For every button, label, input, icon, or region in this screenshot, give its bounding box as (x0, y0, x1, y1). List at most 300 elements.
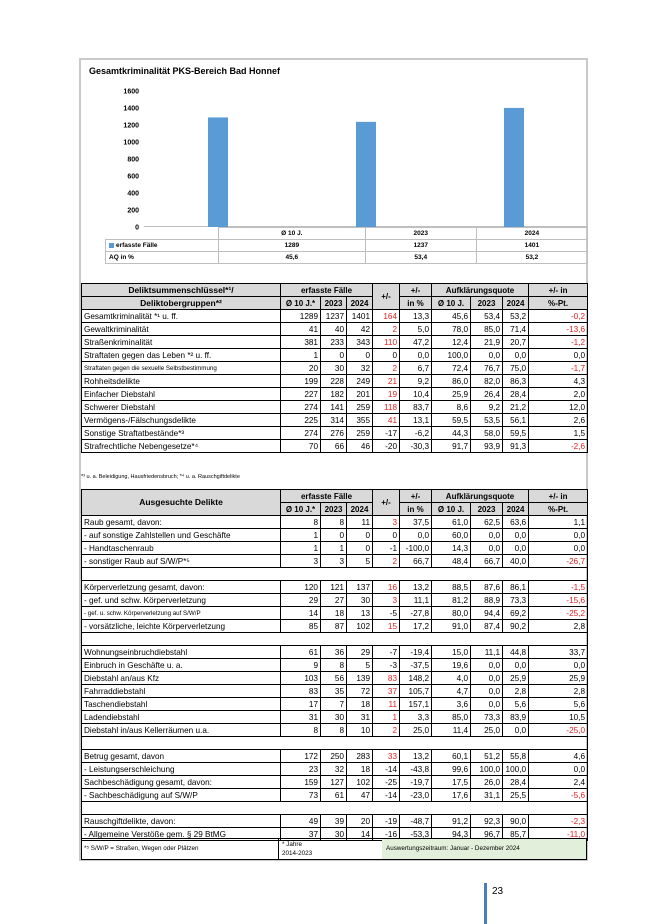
row-name: Einbruch in Geschäfte u. a. (82, 659, 281, 672)
header-2024: 2024 (347, 297, 373, 310)
aq-avg: 91,7 (432, 440, 471, 453)
chart-data-label: 1237 (365, 240, 476, 252)
table2-header-row-1 (82, 490, 588, 503)
diff-value: -19 (373, 815, 400, 828)
value-2024: 137 (347, 581, 373, 594)
avg-value: 3 (281, 555, 321, 568)
value-2024: 139 (347, 672, 373, 685)
diff-value: 15 (373, 620, 400, 633)
aq-2023: 26,4 (471, 388, 503, 401)
row-name: Straftaten gegen das Leben *² u. ff. (82, 349, 281, 362)
value-2024: 355 (347, 414, 373, 427)
row-name: - sonstiger Raub auf S/W/P*⁵ (82, 555, 281, 568)
diff-value: -7 (373, 646, 400, 659)
aq-avg: 100,0 (432, 349, 471, 362)
aq-2024: 86,3 (503, 375, 529, 388)
value-2023: 32 (321, 763, 347, 776)
header-2024: 2024 (347, 503, 373, 516)
value-2024: 18 (347, 698, 373, 711)
aq-2023: 21,9 (471, 336, 503, 349)
header-avg: Ø 10 J.* (281, 297, 321, 310)
avg-value: 381 (281, 336, 321, 349)
diff-value: -5 (373, 607, 400, 620)
diff-value: 16 (373, 581, 400, 594)
row-name: Straftaten gegen die sexuelle Selbstbestimmung (82, 362, 281, 375)
aq-2023: 93,9 (471, 440, 503, 453)
pct-change: 0,0 (400, 349, 432, 362)
avg-value: 49 (281, 815, 321, 828)
pct-change: 5,0 (400, 323, 432, 336)
header-aq-avg: Ø 10 J. (432, 503, 471, 516)
row-name: - gef. u. schw. Körperverletzung auf S/W/P (82, 607, 281, 620)
value-2024: 32 (347, 362, 373, 375)
diff-value: 83 (373, 672, 400, 685)
row-name: Rohheitsdelikte (82, 375, 281, 388)
table-row (82, 724, 588, 737)
value-2024: 72 (347, 685, 373, 698)
aq-avg: 59,5 (432, 414, 471, 427)
avg-value: 120 (281, 581, 321, 594)
value-2024: 29 (347, 646, 373, 659)
diff-value: 2 (373, 362, 400, 375)
aq-2024: 59,5 (503, 427, 529, 440)
chart-category-label: 2023 (365, 228, 476, 240)
aq-2024: 0,0 (503, 542, 529, 555)
table1-footnote: *³ u. a. Beleidigung, Hausfriedensbruch; *⁴ u. a. Rauschgiftdelikte (81, 474, 240, 480)
diff-value: 21 (373, 375, 400, 388)
aq-value: 53,2 (476, 252, 587, 264)
aq-avg: 4,7 (432, 685, 471, 698)
value-2023: 3 (321, 555, 347, 568)
value-2023: 18 (321, 607, 347, 620)
aq-avg: 11,4 (432, 724, 471, 737)
header-pct-top: +/- (400, 284, 432, 297)
table-row (82, 750, 588, 763)
avg-value: 31 (281, 711, 321, 724)
chart-data-label: 1289 (219, 240, 366, 252)
aq-2024: 53,2 (503, 310, 529, 323)
aq-2024: 91,3 (503, 440, 529, 453)
aq-avg: 61,0 (432, 516, 471, 529)
aq-2023: 88,9 (471, 594, 503, 607)
aq-2024: 0,0 (503, 349, 529, 362)
table-row (82, 542, 588, 555)
avg-value: 37 (281, 828, 321, 841)
table-row (82, 672, 588, 685)
aq-avg: 4,0 (432, 672, 471, 685)
value-2024: 0 (347, 542, 373, 555)
aq-2023: 58,0 (471, 427, 503, 440)
pct-change: -48,7 (400, 815, 432, 828)
row-name: Diebstahl in/aus Kellerräumen u.a. (82, 724, 281, 737)
diff-value: 37 (373, 685, 400, 698)
group-spacer-cell (82, 568, 588, 581)
aq-avg: 88,5 (432, 581, 471, 594)
row-name: Raub gesamt, davon: (82, 516, 281, 529)
legend-swatch (109, 243, 114, 248)
aq-avg: 81,2 (432, 594, 471, 607)
pct-change: 148,2 (400, 672, 432, 685)
row-name: Straßenkriminalität (82, 336, 281, 349)
pp-change: 1,1 (529, 516, 588, 529)
value-2023: 250 (321, 750, 347, 763)
group-spacer-cell (82, 802, 588, 815)
chart-table-row-cases (106, 240, 588, 252)
avg-value: 17 (281, 698, 321, 711)
pp-change: -26,7 (529, 555, 588, 568)
diff-value: 2 (373, 555, 400, 568)
diff-value: 3 (373, 594, 400, 607)
footnote-years-label: * Jahre (282, 841, 302, 848)
row-name: Diebstahl an/aus Kfz (82, 672, 281, 685)
legend-label: erfasste Fälle (116, 242, 158, 249)
aq-avg: 78,0 (432, 323, 471, 336)
table-row (82, 323, 588, 336)
diff-value: 0 (373, 349, 400, 362)
avg-value: 103 (281, 672, 321, 685)
header-aq-2024: 2024 (503, 297, 529, 310)
value-2024: 5 (347, 555, 373, 568)
aq-label: AQ in % (106, 252, 219, 264)
group-spacer (82, 633, 588, 646)
pp-change: 5,6 (529, 698, 588, 711)
pp-change: 25,9 (529, 672, 588, 685)
evaluation-period: Auswertungszeitraum: Januar - Dezember 2024 (382, 839, 586, 859)
table-row (82, 401, 588, 414)
table-row (82, 685, 588, 698)
header-pp-top: +/- in (529, 284, 588, 297)
y-tick-label: 200 (127, 207, 139, 215)
pp-change: -1,2 (529, 336, 588, 349)
aq-2024: 40,0 (503, 555, 529, 568)
aq-2024: 28,4 (503, 776, 529, 789)
bar (208, 117, 228, 227)
value-2023: 121 (321, 581, 347, 594)
aq-avg: 94,3 (432, 828, 471, 841)
header-2023: 2023 (321, 503, 347, 516)
header-pp-top: +/- in (529, 490, 588, 503)
selected-offences-table (81, 489, 588, 841)
table-row (82, 555, 588, 568)
header-aq-2023: 2023 (471, 503, 503, 516)
chart-category-label: 2024 (476, 228, 587, 240)
value-2024: 10 (347, 724, 373, 737)
value-2023: 27 (321, 594, 347, 607)
header-diff: +/- (373, 284, 400, 310)
pp-change: -0,2 (529, 310, 588, 323)
pct-change: 66,7 (400, 555, 432, 568)
diff-value: 3 (373, 516, 400, 529)
avg-value: 274 (281, 401, 321, 414)
aq-2023: 0,0 (471, 698, 503, 711)
aq-2023: 85,0 (471, 323, 503, 336)
pp-change: -2,3 (529, 815, 588, 828)
value-2023: 141 (321, 401, 347, 414)
pct-change: 10,4 (400, 388, 432, 401)
value-2024: 283 (347, 750, 373, 763)
row-name: - Allgemeine Verstöße gem. § 29 BtMG (82, 828, 281, 841)
aq-2024: 21,2 (503, 401, 529, 414)
row-name: - gef. und schw. Körperverletzung (82, 594, 281, 607)
diff-value: 0 (373, 529, 400, 542)
aq-avg: 85,0 (432, 711, 471, 724)
page-number: 23 (492, 886, 504, 897)
aq-2023: 11,1 (471, 646, 503, 659)
value-2023: 35 (321, 685, 347, 698)
avg-value: 61 (281, 646, 321, 659)
pp-change: 33,7 (529, 646, 588, 659)
header-pp: %-Pt. (529, 503, 588, 516)
header-pct: in % (400, 297, 432, 310)
value-2023: 1237 (321, 310, 347, 323)
pp-change: 10,5 (529, 711, 588, 724)
value-2024: 0 (347, 349, 373, 362)
pct-change: -53,3 (400, 828, 432, 841)
pct-change: 37,5 (400, 516, 432, 529)
aq-2023: 53,5 (471, 414, 503, 427)
aq-avg: 25,9 (432, 388, 471, 401)
aq-2023: 94,4 (471, 607, 503, 620)
aq-value: 53,4 (365, 252, 476, 264)
value-2023: 182 (321, 388, 347, 401)
aq-2024: 83,9 (503, 711, 529, 724)
aq-2023: 0,0 (471, 685, 503, 698)
value-2024: 0 (347, 529, 373, 542)
value-2024: 14 (347, 828, 373, 841)
bar-chart (79, 80, 588, 232)
pp-change: 4,6 (529, 750, 588, 763)
table-row (82, 310, 588, 323)
chart-data-table (105, 224, 588, 264)
value-2023: 8 (321, 659, 347, 672)
group-spacer-cell (82, 633, 588, 646)
table-row (82, 516, 588, 529)
aq-2024: 25,5 (503, 789, 529, 802)
table-row (82, 620, 588, 633)
diff-value: -17 (373, 427, 400, 440)
aq-2023: 82,0 (471, 375, 503, 388)
value-2024: 47 (347, 789, 373, 802)
diff-value: 2 (373, 323, 400, 336)
table1-header-row-2 (82, 297, 588, 310)
aq-2024: 44,8 (503, 646, 529, 659)
pp-change: 2,0 (529, 388, 588, 401)
value-2024: 5 (347, 659, 373, 672)
avg-value: 8 (281, 516, 321, 529)
row-name: Gesamtkriminalität *¹ u. ff. (82, 310, 281, 323)
pp-change: -13,6 (529, 323, 588, 336)
diff-value: -25 (373, 776, 400, 789)
aq-2023: 31,1 (471, 789, 503, 802)
header-aq: Aufklärungsquote (432, 490, 529, 503)
pp-change: 4,3 (529, 375, 588, 388)
value-2023: 87 (321, 620, 347, 633)
pct-change: -6,2 (400, 427, 432, 440)
pct-change: 17,2 (400, 620, 432, 633)
y-tick-label: 600 (127, 173, 139, 181)
group-spacer (82, 802, 588, 815)
aq-2024: 71,4 (503, 323, 529, 336)
header-diff: +/- (373, 490, 400, 516)
row-name: Körperverletzung gesamt, davon: (82, 581, 281, 594)
row-name: Fahrraddiebstahl (82, 685, 281, 698)
aq-avg: 17,6 (432, 789, 471, 802)
row-name: Betrug gesamt, davon (82, 750, 281, 763)
row-name: Ladendiebstahl (82, 711, 281, 724)
value-2024: 11 (347, 516, 373, 529)
value-2023: 66 (321, 440, 347, 453)
pp-change: -15,6 (529, 594, 588, 607)
aq-2023: 26,0 (471, 776, 503, 789)
y-tick-label: 1400 (123, 105, 139, 113)
row-name: - auf sonstige Zahlstellen und Geschäfte (82, 529, 281, 542)
row-name: - Leistungserschleichung (82, 763, 281, 776)
pct-change: 25,0 (400, 724, 432, 737)
value-2024: 1401 (347, 310, 373, 323)
aq-2024: 56,1 (503, 414, 529, 427)
aq-avg: 99,6 (432, 763, 471, 776)
aq-2023: 66,7 (471, 555, 503, 568)
row-name: Strafrechtliche Nebengesetze*⁴ (82, 440, 281, 453)
pp-change: 2,8 (529, 685, 588, 698)
diff-value: 11 (373, 698, 400, 711)
chart-data-label: 1401 (476, 240, 587, 252)
value-2024: 46 (347, 440, 373, 453)
avg-value: 1 (281, 529, 321, 542)
pct-change: 0,0 (400, 529, 432, 542)
avg-value: 274 (281, 427, 321, 440)
avg-value: 227 (281, 388, 321, 401)
aq-avg: 17,5 (432, 776, 471, 789)
diff-value: -14 (373, 789, 400, 802)
value-2023: 7 (321, 698, 347, 711)
chart-title: Gesamtkriminalität PKS-Bereich Bad Honnef (89, 66, 281, 76)
pct-change: 13,3 (400, 310, 432, 323)
value-2024: 31 (347, 711, 373, 724)
avg-value: 1289 (281, 310, 321, 323)
row-name: Sonstige Straftatbestände*³ (82, 427, 281, 440)
table-row (82, 388, 588, 401)
table-row (82, 375, 588, 388)
aq-2024: 75,0 (503, 362, 529, 375)
value-2023: 233 (321, 336, 347, 349)
pp-change: 2,6 (529, 414, 588, 427)
value-2023: 1 (321, 542, 347, 555)
aq-2023: 92,3 (471, 815, 503, 828)
row-name: - vorsätzliche, leichte Körperverletzung (82, 620, 281, 633)
table-row (82, 414, 588, 427)
avg-value: 159 (281, 776, 321, 789)
aq-2023: 9,2 (471, 401, 503, 414)
pct-change: -23,0 (400, 789, 432, 802)
pp-change: -1,5 (529, 581, 588, 594)
aq-2023: 0,0 (471, 672, 503, 685)
pct-change: -19,7 (400, 776, 432, 789)
pp-change: -25,2 (529, 607, 588, 620)
value-2024: 201 (347, 388, 373, 401)
aq-2024: 20,7 (503, 336, 529, 349)
diff-value: 164 (373, 310, 400, 323)
bar (504, 108, 524, 227)
aq-avg: 12,4 (432, 336, 471, 349)
aq-2024: 100,0 (503, 763, 529, 776)
table-row (82, 581, 588, 594)
page-number-bar (484, 883, 487, 924)
diff-value: -20 (373, 440, 400, 453)
aq-avg: 15,0 (432, 646, 471, 659)
pp-change: 12,0 (529, 401, 588, 414)
row-name: Einfacher Diebstahl (82, 388, 281, 401)
aq-2024: 90,0 (503, 815, 529, 828)
header-aq: Aufklärungsquote (432, 284, 529, 297)
pct-change: 11,1 (400, 594, 432, 607)
diff-value: -1 (373, 542, 400, 555)
table-row (82, 776, 588, 789)
aq-2023: 73,3 (471, 711, 503, 724)
table-row (82, 763, 588, 776)
aq-2024: 28,4 (503, 388, 529, 401)
value-2024: 13 (347, 607, 373, 620)
pp-change: 0,0 (529, 349, 588, 362)
table-row (82, 336, 588, 349)
diff-value: -3 (373, 659, 400, 672)
group-spacer (82, 737, 588, 750)
y-tick-label: 800 (127, 156, 139, 164)
diff-value: 110 (373, 336, 400, 349)
pct-change: 157,1 (400, 698, 432, 711)
value-2023: 61 (321, 789, 347, 802)
aq-avg: 72,4 (432, 362, 471, 375)
value-2024: 20 (347, 815, 373, 828)
aq-2024: 86,1 (503, 581, 529, 594)
value-2024: 249 (347, 375, 373, 388)
chart-table-corner (106, 228, 219, 240)
avg-value: 70 (281, 440, 321, 453)
pct-change: -100,0 (400, 542, 432, 555)
y-tick-label: 1000 (123, 139, 139, 147)
aq-2024: 0,0 (503, 529, 529, 542)
pct-change: 13,2 (400, 581, 432, 594)
pp-change: -2,6 (529, 440, 588, 453)
header-keys: Deliktsummenschlüssel*¹/ (82, 284, 281, 297)
y-tick-label: 1600 (123, 88, 139, 96)
diff-value: 118 (373, 401, 400, 414)
y-tick-label: 400 (127, 190, 139, 198)
pp-change: -1,7 (529, 362, 588, 375)
avg-value: 20 (281, 362, 321, 375)
table-row (82, 646, 588, 659)
y-tick-label: 1200 (123, 122, 139, 130)
group-spacer (82, 568, 588, 581)
table-row (82, 440, 588, 453)
header-pct: in % (400, 503, 432, 516)
avg-value: 23 (281, 763, 321, 776)
table-row (82, 349, 588, 362)
aq-avg: 80,0 (432, 607, 471, 620)
header-aq-avg: Ø 10 J. (432, 297, 471, 310)
table-row (82, 659, 588, 672)
avg-value: 8 (281, 724, 321, 737)
aq-2023: 51,2 (471, 750, 503, 763)
aq-2024: 69,2 (503, 607, 529, 620)
table-row (82, 815, 588, 828)
pct-change: 6,7 (400, 362, 432, 375)
value-2024: 259 (347, 401, 373, 414)
pp-change: 0,0 (529, 529, 588, 542)
aq-avg: 91,2 (432, 815, 471, 828)
aq-value: 45,6 (219, 252, 366, 264)
aq-2023: 25,0 (471, 724, 503, 737)
